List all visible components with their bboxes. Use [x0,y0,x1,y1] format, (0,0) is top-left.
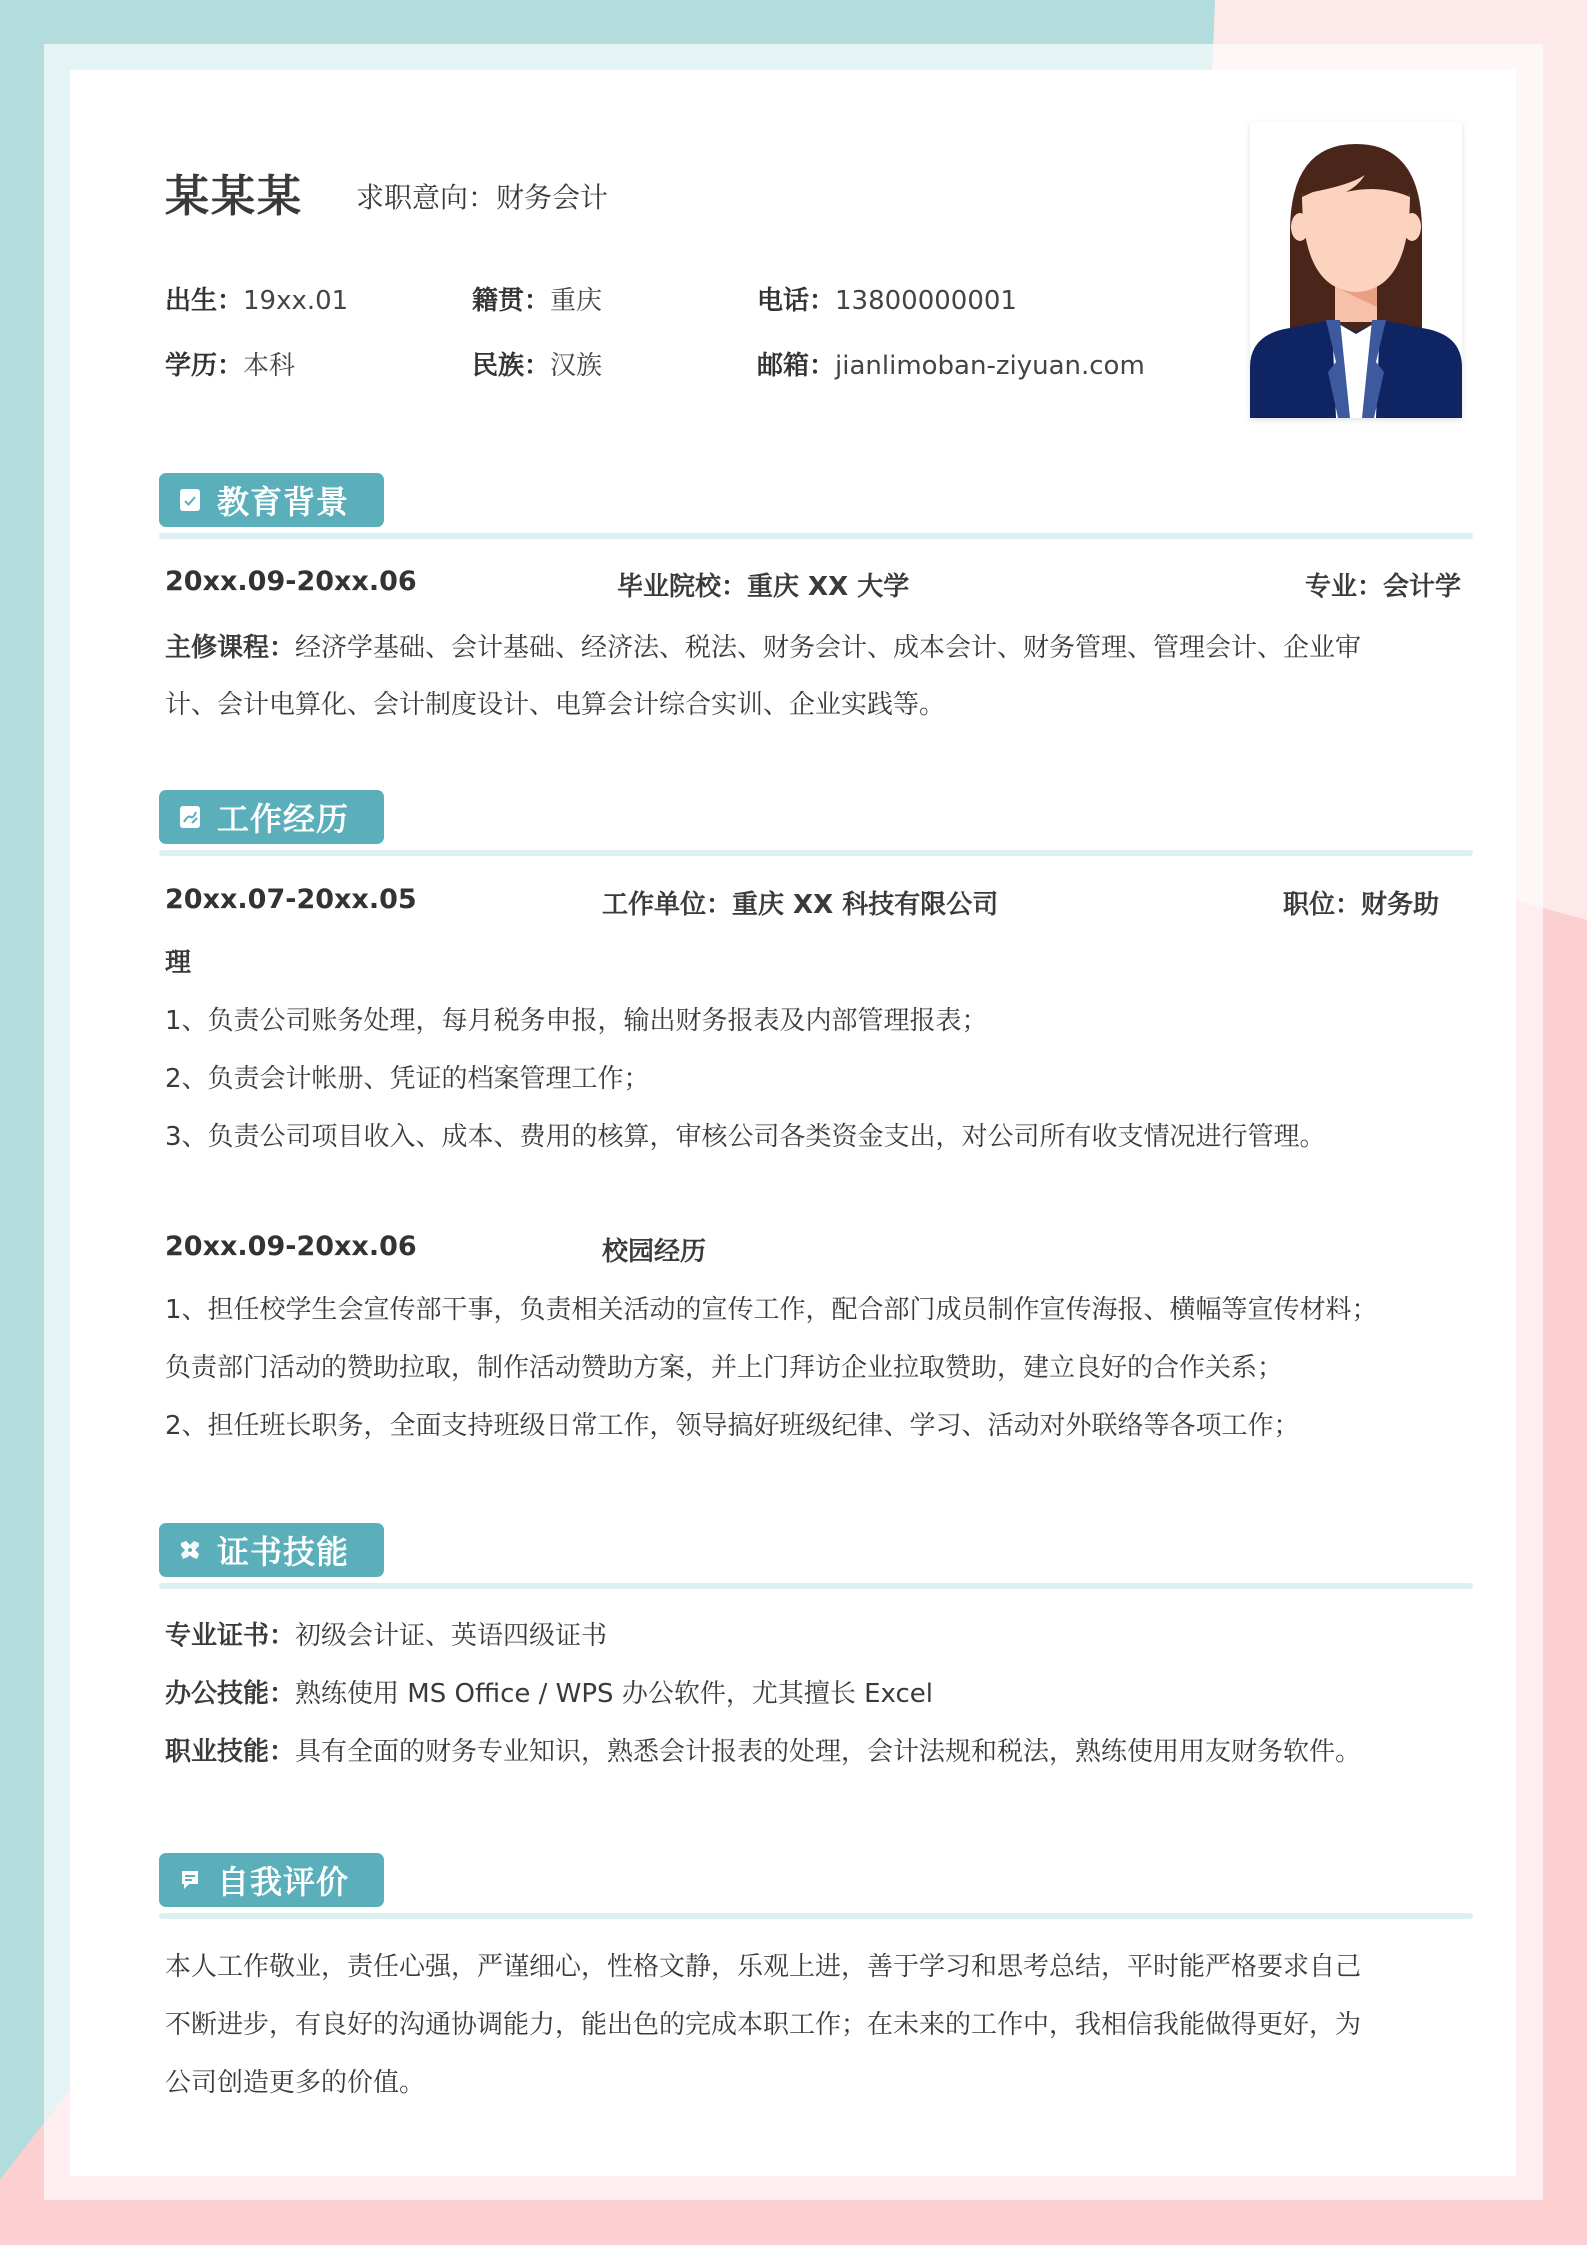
section-title: 自我评价 [217,1863,350,1901]
skill-value: 初级会计证、英语四级证书 [295,1621,608,1651]
ethnicity-value: 汉族 [550,351,603,381]
tools-icon [177,1537,203,1563]
job1-position-wrap: 理 [165,948,192,978]
job-intent-value: 财务会计 [496,181,609,214]
courses-line-1: 经济学基础、会计基础、经济法、税法、财务会计、成本会计、财务管理、管理会计、企业审 [295,633,1362,663]
info-birth [165,280,348,317]
skill-value: 熟练使用 MS Office / WPS 办公软件，尤其擅长 Excel [295,1679,933,1709]
education-major: 专业：会计学 [1305,572,1462,602]
job2-title: 校园经历 [602,1237,707,1267]
skill-label: 职业技能： [165,1737,296,1767]
skill-item-certificates [165,1615,607,1652]
skill-label: 办公技能： [165,1679,296,1709]
section-title: 工作经历 [217,800,350,838]
section-title: 教育背景 [217,483,350,521]
native-value: 重庆 [550,286,603,316]
job-intent [356,176,608,216]
job1-company: 工作单位：重庆 XX 科技有限公司 [602,890,999,920]
education-school: 毕业院校：重庆 XX 大学 [617,572,910,602]
job1-position: 职位：财务助 [1283,890,1440,920]
section-header-work [159,790,384,844]
education-date: 20xx.09-20xx.06 [165,566,417,597]
info-phone [757,280,1017,317]
profile-photo [1250,122,1462,418]
job1-date: 20xx.07-20xx.05 [165,884,417,915]
info-education [165,345,295,382]
ethnicity-label: 民族： [472,351,551,381]
job-intent-label: 求职意向： [356,181,497,214]
section-divider [159,1913,1473,1919]
info-native [472,280,602,317]
courses-label: 主修课程： [165,633,296,663]
section-divider [159,533,1473,539]
info-ethnicity [472,345,602,382]
comment-icon [177,1867,203,1893]
birth-label: 出生： [165,286,244,316]
birth-value: 19xx.01 [243,286,349,316]
job2-duty-1: 1、担任校学生会宣传部干事，负责相关活动的宣传工作，配合部门成员制作宣传海报、横幅等宣传材料； [165,1295,1378,1325]
email-value: jianlimoban-ziyuan.com [835,351,1145,381]
section-header-skills [159,1523,384,1577]
section-title: 证书技能 [217,1533,350,1571]
phone-value: 13800000001 [835,286,1017,316]
section-divider [159,1583,1473,1589]
education-value: 本科 [243,351,296,381]
section-divider [159,850,1473,856]
avatar-portrait-icon [1250,122,1462,418]
phone-label: 电话： [757,286,836,316]
education-label: 学历： [165,351,244,381]
skill-item-professional [165,1731,1361,1768]
email-label: 邮箱： [757,351,836,381]
section-header-self-evaluation [159,1853,384,1907]
checklist-icon [177,487,203,513]
self-eval-line-3: 公司创造更多的价值。 [165,2068,426,2098]
candidate-name: 某某某 [165,171,303,222]
job1-duty-1: 1、负责公司账务处理，每月税务申报，输出财务报表及内部管理报表； [165,1006,988,1036]
section-header-education [159,473,384,527]
clipped-overflow-line [165,1460,1465,1474]
skill-value: 具有全面的财务专业知识，熟悉会计报表的处理，会计法规和税法，熟练使用用友财务软件。 [295,1737,1362,1767]
info-email [757,345,1145,382]
education-courses [165,627,1361,664]
self-eval-line-1: 本人工作敬业，责任心强，严谨细心，性格文静，乐观上进，善于学习和思考总结，平时能严格要求自己 [165,1952,1362,1982]
skill-item-office [165,1673,933,1710]
job1-duty-3: 3、负责公司项目收入、成本、费用的核算，审核公司各类资金支出，对公司所有收支情况进行管理。 [165,1122,1326,1152]
self-eval-line-2: 不断进步，有良好的沟通协调能力，能出色的完成本职工作；在未来的工作中，我相信我能做得更好，为 [165,2010,1362,2040]
skill-label: 专业证书： [165,1621,296,1651]
edit-note-icon [177,804,203,830]
job2-duty-2: 负责部门活动的赞助拉取，制作活动赞助方案，并上门拜访企业拉取赞助，建立良好的合作关系； [165,1353,1284,1383]
native-label: 籍贯： [472,286,551,316]
courses-line-2: 计、会计电算化、会计制度设计、电算会计综合实训、企业实践等。 [165,690,946,720]
job2-duty-3: 2、担任班长职务，全面支持班级日常工作，领导搞好班级纪律、学习、活动对外联络等各项工作； [165,1411,1300,1441]
job1-duty-2: 2、负责会计帐册、凭证的档案管理工作； [165,1064,650,1094]
job2-date: 20xx.09-20xx.06 [165,1231,417,1262]
